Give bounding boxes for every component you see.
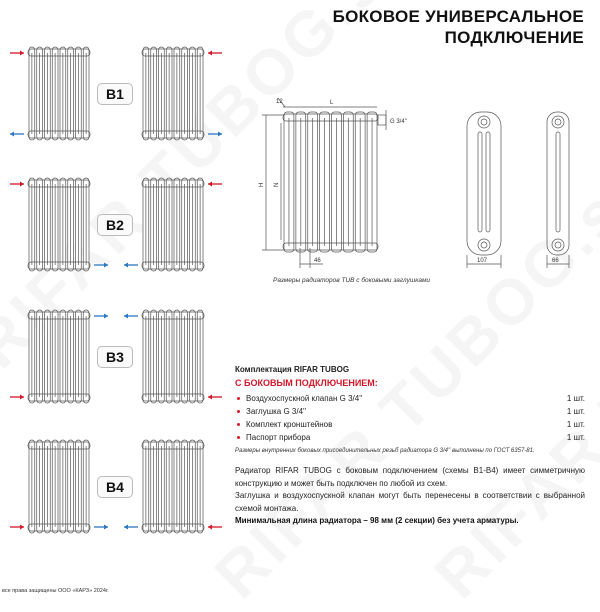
return-arrow-icon (124, 525, 138, 530)
list-item (235, 431, 585, 444)
list-item (235, 418, 585, 431)
supply-arrow-icon (208, 525, 222, 530)
item-name: Заглушка G 3/4'' (246, 407, 307, 416)
supply-arrow-icon (208, 395, 222, 400)
item-name: Паспорт прибора (246, 433, 311, 442)
supply-arrow-icon (208, 51, 222, 56)
bullet-icon (237, 436, 240, 439)
scheme-label-b4: B4 (97, 476, 133, 498)
item-qty: 1 шт. (566, 394, 585, 403)
radiator-side-view-66 (547, 112, 569, 255)
radiator-left (28, 440, 90, 533)
item-qty: 1 шт. (566, 407, 585, 416)
radiator-right (142, 47, 204, 140)
supply-arrow-icon (10, 182, 24, 187)
dim-H: H (259, 182, 265, 187)
dim-N: N (274, 182, 280, 187)
dim-12: 12 (276, 99, 283, 105)
scheme-label-b2: B2 (97, 214, 133, 236)
bullet-icon (237, 410, 240, 413)
description (235, 465, 585, 528)
return-arrow-icon (94, 263, 108, 268)
radiator-right (142, 310, 204, 403)
item-qty: 1 шт. (566, 433, 585, 442)
supply-arrow-icon (10, 525, 24, 530)
return-arrow-icon (94, 314, 108, 319)
scheme-label-b3: B3 (97, 346, 133, 368)
radiator-front (283, 112, 378, 252)
item-qty: 1 шт. (566, 420, 585, 429)
thread-fitting (378, 115, 386, 125)
return-arrow-icon (124, 263, 138, 268)
scheme-label-b1: B1 (97, 83, 133, 105)
description-p1: Радиатор RIFAR TUBOG с боковым подключением (схемы В1-В4) имеет симметричную конструкцию и может быть подключен по любой из схем. (235, 466, 585, 488)
dim-107: 107 (477, 258, 488, 264)
supply-arrow-icon (10, 51, 24, 56)
title-line-2: ПОДКЛЮЧЕНИЕ (444, 28, 584, 47)
radiator-side-view-107 (467, 112, 501, 255)
dim-66: 66 (552, 258, 559, 264)
copyright: все права защищены ООО «КАРЗ» 2024г. (2, 588, 109, 594)
item-name: Комплект кронштейнов (246, 420, 333, 429)
item-name: Воздухоспускной клапан G 3/4'' (246, 394, 363, 403)
description-p2: Заглушка и воздухоспускной клапан могут быть перенесены в соответствии с выбранной схемой монтажа. (235, 491, 585, 513)
dim-46: 46 (314, 258, 321, 264)
return-arrow-icon (124, 314, 138, 319)
radiator-left (28, 47, 90, 140)
supply-arrow-icon (208, 182, 222, 187)
thread-label: G 3/4'' (390, 119, 407, 125)
title-line-1: БОКОВОЕ УНИВЕРСАЛЬНОЕ (332, 7, 584, 26)
list-item (235, 392, 585, 405)
description-min-length: Минимальная длина радиатора – 98 мм (2 секции) без учета арматуры. (235, 516, 519, 525)
radiator-right (142, 178, 204, 271)
dim-L: L (330, 100, 334, 106)
page-title (333, 6, 584, 48)
kit-subtitle: С БОКОВЫМ ПОДКЛЮЧЕНИЕМ: (235, 378, 378, 388)
radiator-left (28, 178, 90, 271)
dimension-drawing (250, 90, 590, 280)
return-arrow-icon (94, 525, 108, 530)
drawing-caption: Размеры радиаторов TUB с боковыми заглушками (273, 277, 431, 284)
radiator-front-view (283, 112, 378, 252)
supply-arrow-icon (10, 395, 24, 400)
bullet-icon (237, 397, 240, 400)
radiator-right (142, 440, 204, 533)
kit-title: Комплектация RIFAR TUBOG (235, 365, 350, 374)
return-arrow-icon (208, 132, 222, 137)
radiator-left (28, 310, 90, 403)
kit-list (235, 392, 585, 444)
bullet-icon (237, 423, 240, 426)
list-item (235, 405, 585, 418)
thread-note: Размеры внутренних боковых присоединительных резьб радиатора G 3/4'' выполнены по ГОСТ 6357-81. (235, 448, 535, 454)
return-arrow-icon (10, 132, 24, 137)
